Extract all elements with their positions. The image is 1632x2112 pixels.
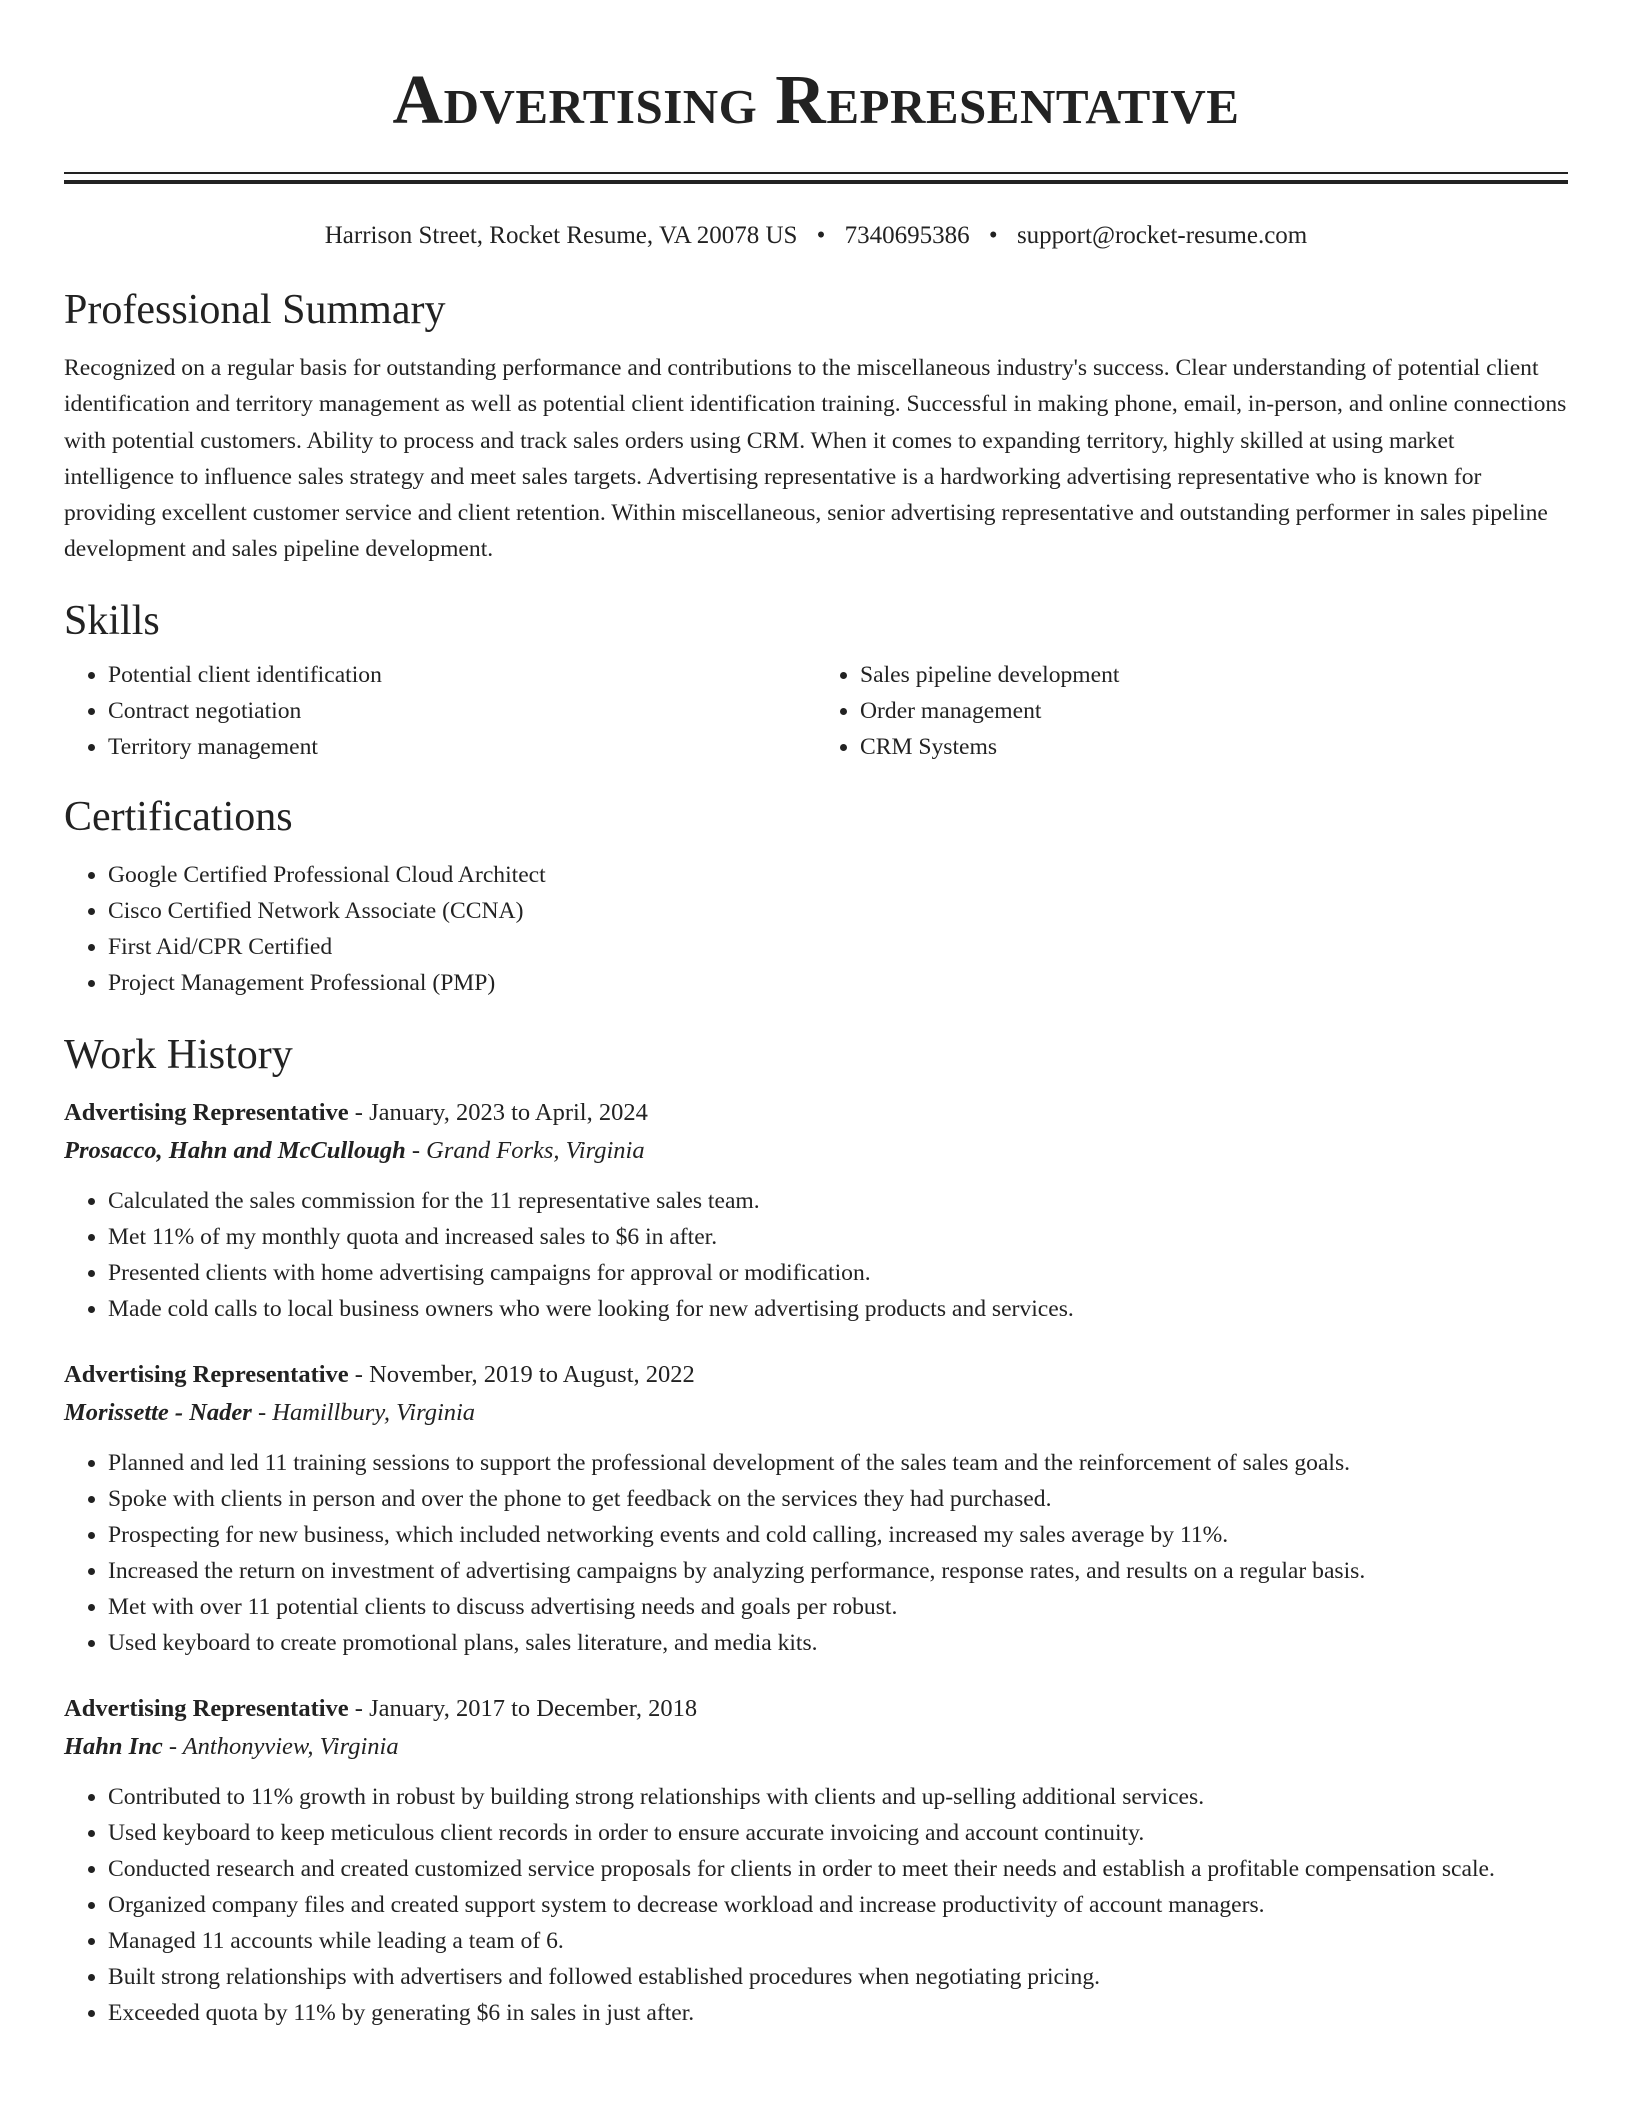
contact-separator: • bbox=[816, 222, 826, 249]
skill-item: • Sales pipeline development bbox=[860, 657, 1568, 693]
job-bullet: • Used keyboard to create promotional plans, sales literature, and media kits. bbox=[108, 1625, 1568, 1661]
job-company: Prosacco, Hahn and McCullough bbox=[64, 1136, 406, 1164]
skill-item: • Potential client identification bbox=[108, 657, 816, 693]
skills-list-left bbox=[64, 657, 816, 765]
job-bullet: • Made cold calls to local business owners who were looking for new advertising products and services. bbox=[108, 1291, 1568, 1327]
summary-section bbox=[64, 284, 1568, 568]
title-divider bbox=[64, 172, 1568, 184]
job-bullet: • Met with over 11 potential clients to discuss advertising needs and goals per robust. bbox=[108, 1589, 1568, 1625]
job-dash: - bbox=[168, 1732, 183, 1760]
job-dash: - bbox=[411, 1136, 427, 1164]
skills-columns bbox=[64, 657, 1568, 765]
job-title-line bbox=[64, 1691, 1568, 1727]
job-entry bbox=[64, 1691, 1568, 2031]
job-bullet: • Planned and led 11 training sessions to support the professional development of the sales team and the reinforcement of sales goals. bbox=[108, 1445, 1568, 1481]
contact-address: Harrison Street, Rocket Resume, VA 20078 US bbox=[324, 222, 798, 249]
job-company-line bbox=[64, 1393, 1568, 1433]
job-bullet: • Managed 11 accounts while leading a team of 6. bbox=[108, 1923, 1568, 1959]
resume-title: Advertising Representative bbox=[392, 62, 1240, 139]
certifications-section bbox=[64, 791, 1568, 1001]
job-dates: January, 2023 to April, 2024 bbox=[369, 1098, 648, 1126]
job-dash: - bbox=[354, 1360, 370, 1388]
skills-section bbox=[64, 595, 1568, 765]
job-bullets bbox=[64, 1445, 1568, 1661]
job-bullet: • Met 11% of my monthly quota and increased sales to $6 in after. bbox=[108, 1219, 1568, 1255]
job-bullet: • Conducted research and created customized service proposals for clients in order to meet their needs and establish a profitable compensation scale. bbox=[108, 1851, 1568, 1887]
certification-item: • Cisco Certified Network Associate (CCNA) bbox=[108, 893, 1568, 929]
certification-item: • First Aid/CPR Certified bbox=[108, 929, 1568, 965]
job-entry bbox=[64, 1095, 1568, 1327]
work-history-section bbox=[64, 1029, 1568, 2031]
job-location: Hamillbury, Virginia bbox=[272, 1398, 476, 1426]
job-company-line bbox=[64, 1131, 1568, 1171]
skill-item: • Order management bbox=[860, 693, 1568, 729]
summary-text: Recognized on a regular basis for outstanding performance and contributions to the miscellaneous industry's success. Clear understanding of potential client identification and territory management as well as potential client identification training. Successful in making phone, email, in-person, and online connections with potential customers. Ability to process and track sales orders using CRM. When it comes to expanding territory, highly skilled at using market intelligence to influence sales strategy and meet sales targets. Advertising representative is a hardworking advertising representative who is known for providing excellent customer service and client retention. Within miscellaneous, senior advertising representative and outstanding performer in sales pipeline development and sales pipeline development. bbox=[64, 355, 1567, 563]
skill-item: • Territory management bbox=[108, 729, 816, 765]
job-bullet: • Built strong relationships with advertisers and followed established procedures when negotiating pricing. bbox=[108, 1959, 1568, 1995]
job-bullets bbox=[64, 1779, 1568, 2031]
skills-heading: Skills bbox=[64, 597, 160, 644]
job-title-line bbox=[64, 1095, 1568, 1131]
contact-separator: • bbox=[988, 222, 998, 249]
job-dash: - bbox=[257, 1398, 273, 1426]
certifications-list bbox=[64, 857, 1568, 1001]
job-role: Advertising Representative bbox=[64, 1360, 349, 1388]
job-dates: November, 2019 to August, 2022 bbox=[369, 1360, 695, 1388]
skills-list-right bbox=[816, 657, 1568, 765]
contact-phone: 7340695386 bbox=[844, 222, 970, 249]
job-dash: - bbox=[354, 1098, 370, 1126]
job-bullet: • Prospecting for new business, which included networking events and cold calling, increased my sales average by 11%. bbox=[108, 1517, 1568, 1553]
job-company-line bbox=[64, 1727, 1568, 1767]
job-location: Anthonyview, Virginia bbox=[182, 1732, 399, 1760]
skill-item: • CRM Systems bbox=[860, 729, 1568, 765]
certification-item: • Project Management Professional (PMP) bbox=[108, 965, 1568, 1001]
contact-email: support@rocket-resume.com bbox=[1016, 222, 1308, 249]
job-bullet: • Presented clients with home advertising campaigns for approval or modification. bbox=[108, 1255, 1568, 1291]
job-location: Grand Forks, Virginia bbox=[426, 1136, 645, 1164]
job-company: Hahn Inc bbox=[64, 1732, 163, 1760]
job-dash: - bbox=[354, 1694, 370, 1722]
job-bullet: • Increased the return on investment of advertising campaigns by analyzing performance, response rates, and results on a regular basis. bbox=[108, 1553, 1568, 1589]
job-bullets bbox=[64, 1183, 1568, 1327]
job-bullet: • Spoke with clients in person and over the phone to get feedback on the services they had purchased. bbox=[108, 1481, 1568, 1517]
work-history-heading: Work History bbox=[64, 1031, 293, 1078]
job-bullet: • Exceeded quota by 11% by generating $6 in sales in just after. bbox=[108, 1995, 1568, 2031]
job-company: Morissette - Nader bbox=[64, 1398, 252, 1426]
certifications-heading: Certifications bbox=[64, 793, 293, 840]
job-bullet: • Contributed to 11% growth in robust by building strong relationships with clients and up-selling additional services. bbox=[108, 1779, 1568, 1815]
job-bullet: • Calculated the sales commission for the 11 representative sales team. bbox=[108, 1183, 1568, 1219]
certification-item: • Google Certified Professional Cloud Architect bbox=[108, 857, 1568, 893]
job-title-line bbox=[64, 1357, 1568, 1393]
job-role: Advertising Representative bbox=[64, 1098, 349, 1126]
job-dates: January, 2017 to December, 2018 bbox=[369, 1694, 698, 1722]
job-bullet: • Organized company files and created support system to decrease workload and increase productivity of account managers. bbox=[108, 1887, 1568, 1923]
skill-item: • Contract negotiation bbox=[108, 693, 816, 729]
summary-heading: Professional Summary bbox=[64, 287, 446, 333]
job-bullet: • Used keyboard to keep meticulous client records in order to ensure accurate invoicing and account continuity. bbox=[108, 1815, 1568, 1851]
job-role: Advertising Representative bbox=[64, 1694, 349, 1722]
contact-line bbox=[64, 220, 1568, 252]
job-entry bbox=[64, 1357, 1568, 1661]
